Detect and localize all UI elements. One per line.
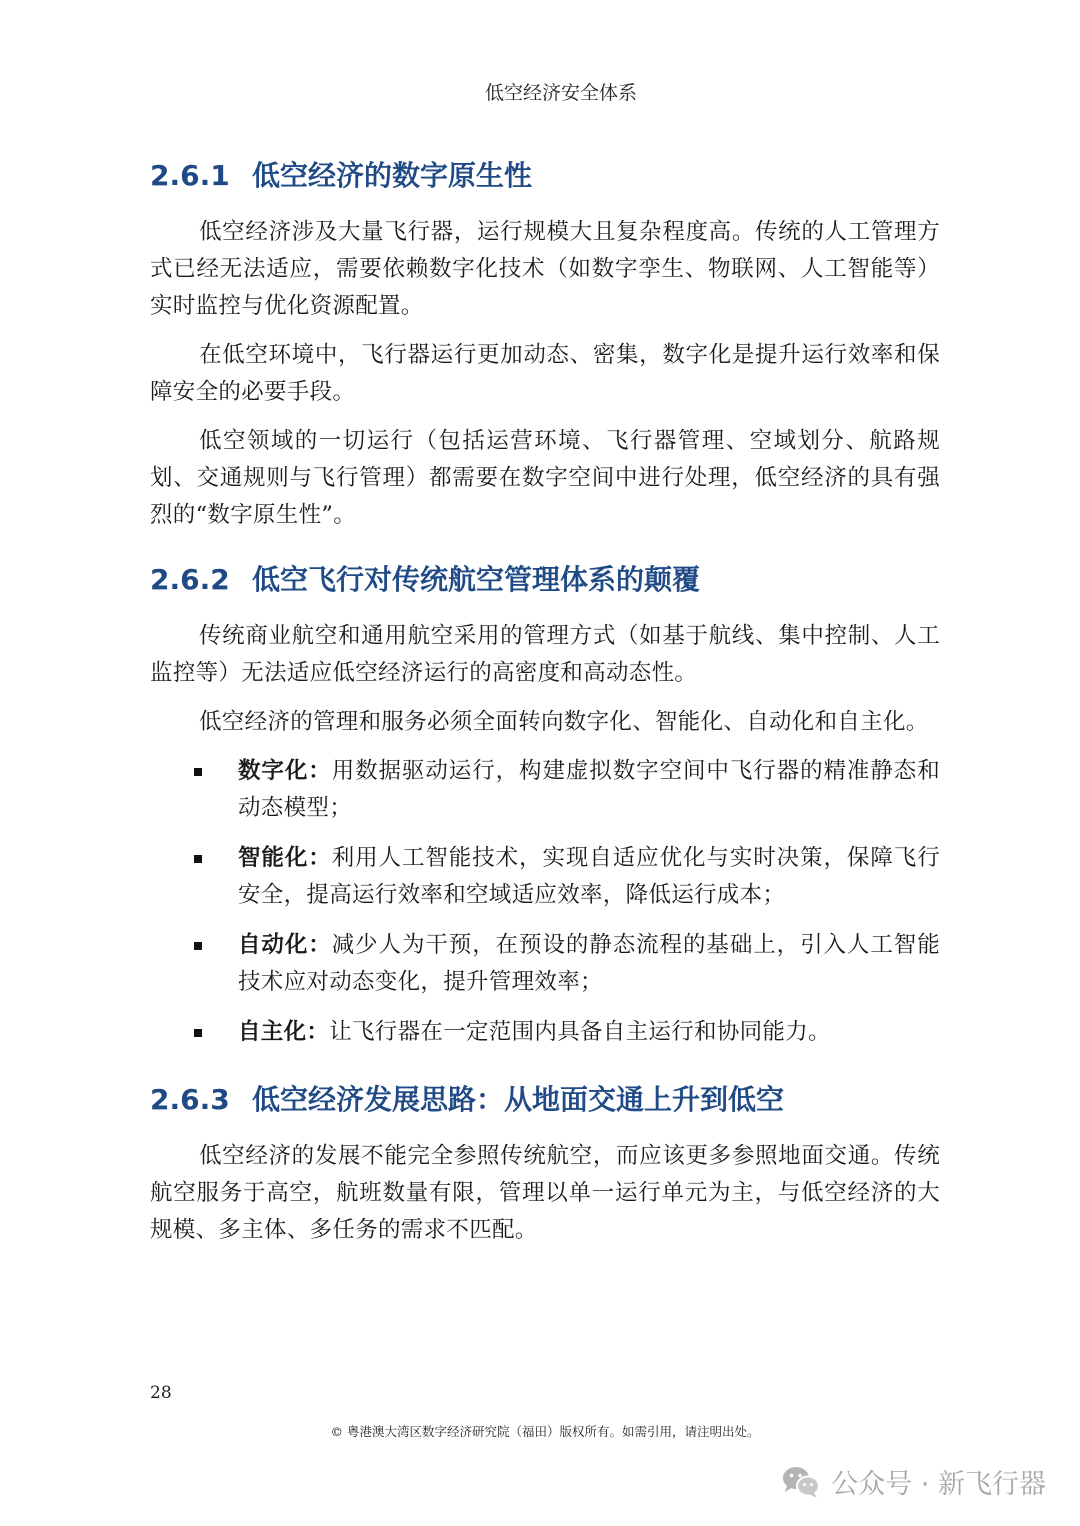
wechat-icon <box>781 1465 821 1499</box>
section-title: 低空经济的数字原生性 <box>252 159 533 192</box>
page-body <box>150 152 940 1249</box>
section-heading-2-6-3 <box>150 1076 940 1124</box>
bullet-term: 智能化： <box>238 845 332 871</box>
paragraph: 在低空环境中，飞行器运行更加动态、密集，数字化是提升运行效率和保障安全的必要手段。 <box>150 342 940 405</box>
watermark-text: 公众号 · 新飞行器 <box>831 1469 1046 1500</box>
bullet-text: 利用人工智能技术，实现自适应优化与实时决策，保障飞行安全，提高运行效率和空域适应效率，降低运行成本； <box>238 845 940 908</box>
square-bullet-icon <box>194 1029 202 1037</box>
square-bullet-icon <box>194 855 202 863</box>
paragraph: 低空经济的管理和服务必须全面转向数字化、智能化、自动化和自主化。 <box>199 709 929 735</box>
square-bullet-icon <box>194 942 202 950</box>
bullet-item <box>150 927 940 1001</box>
bullet-term: 数字化： <box>238 758 332 784</box>
watermark <box>781 1462 1046 1501</box>
bullet-term: 自动化： <box>238 932 332 958</box>
section-number: 2.6.2 <box>150 563 230 596</box>
bullet-text: 让飞行器在一定范围内具备自主运行和协同能力。 <box>329 1019 831 1045</box>
bullet-item <box>150 840 940 914</box>
paragraph: 低空领域的一切运行（包括运营环境、飞行器管理、空域划分、航路规划、交通规则与飞行管理）都需要在数字空间中进行处理，低空经济的具有强烈的“数字原生性”。 <box>150 428 940 528</box>
paragraph: 传统商业航空和通用航空采用的管理方式（如基于航线、集中控制、人工监控等）无法适应低空经济运行的高密度和高动态性。 <box>150 623 940 686</box>
copyright-footer: © 粤港澳大湾区数字经济研究院（福田）版权所有。如需引用，请注明出处。 <box>330 1424 760 1439</box>
bullet-list <box>150 753 940 1051</box>
bullet-item <box>150 753 940 827</box>
page-number: 28 <box>150 1383 172 1403</box>
running-header: 低空经济安全体系 <box>484 82 637 104</box>
section-heading-2-6-1 <box>150 152 940 200</box>
bullet-item <box>150 1014 940 1051</box>
section-number: 2.6.3 <box>150 1083 230 1116</box>
section-number: 2.6.1 <box>150 159 230 192</box>
section-title: 低空飞行对传统航空管理体系的颠覆 <box>252 563 701 596</box>
square-bullet-icon <box>194 768 202 776</box>
bullet-term: 自主化： <box>238 1019 330 1045</box>
paragraph: 低空经济涉及大量飞行器，运行规模大且复杂程度高。传统的人工管理方式已经无法适应，需要依赖数字化技术（如数字孪生、物联网、人工智能等）实时监控与优化资源配置。 <box>150 219 940 319</box>
bullet-text: 用数据驱动运行，构建虚拟数字空间中飞行器的精准静态和动态模型； <box>238 758 940 821</box>
bullet-text: 减少人为干预，在预设的静态流程的基础上，引入人工智能技术应对动态变化，提升管理效率； <box>238 932 940 995</box>
paragraph: 低空经济的发展不能完全参照传统航空，而应该更多参照地面交通。传统航空服务于高空，航班数量有限，管理以单一运行单元为主，与低空经济的大规模、多主体、多任务的需求不匹配。 <box>150 1143 940 1243</box>
section-heading-2-6-2 <box>150 556 940 604</box>
section-title: 低空经济发展思路：从地面交通上升到低空 <box>252 1083 785 1116</box>
